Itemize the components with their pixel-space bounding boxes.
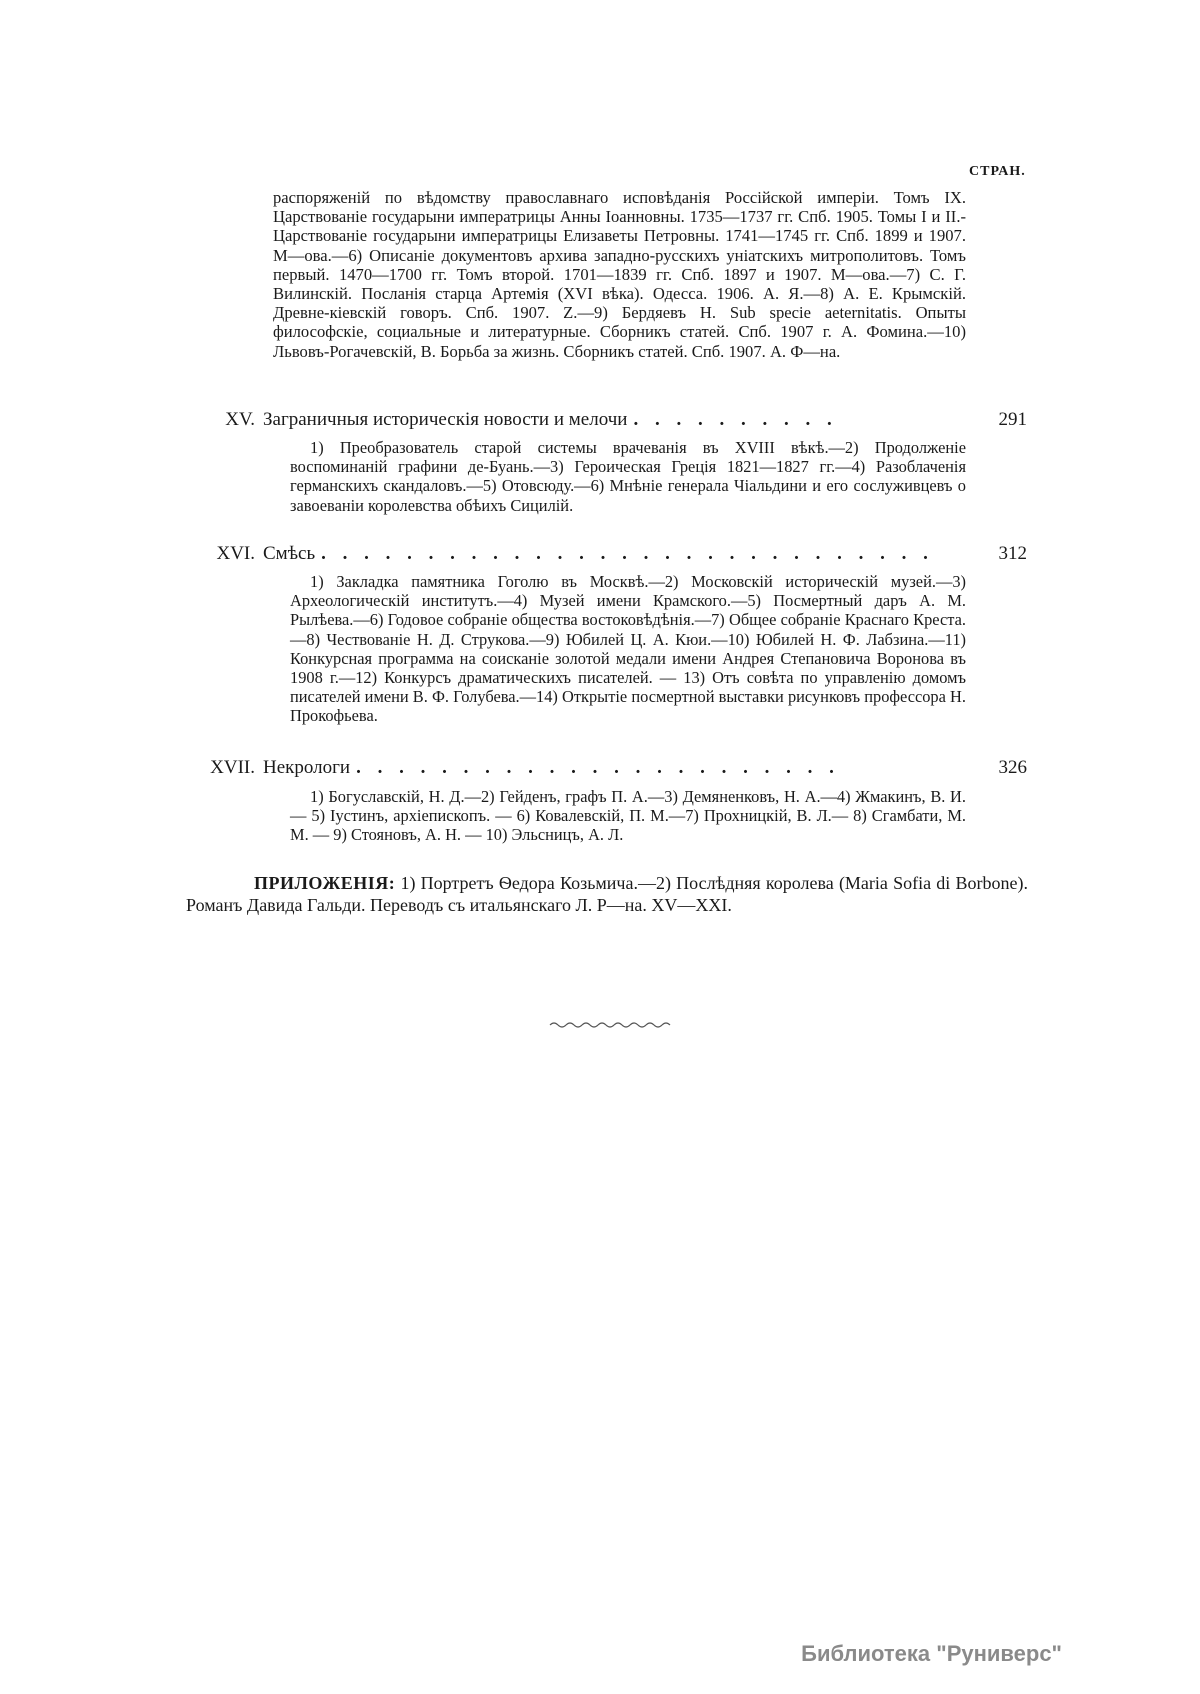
section-body-xv bbox=[290, 438, 966, 515]
leader-dots: . . . . . . . . . . bbox=[633, 409, 838, 430]
section-heading-xv bbox=[215, 409, 1027, 431]
ornament-divider bbox=[548, 1019, 672, 1029]
section-page-number: 291 bbox=[998, 409, 1027, 430]
appendix-paragraph bbox=[186, 872, 1028, 916]
continued-entry-text: распоряженій по вѣдомству православнаго исповѣданія Россійской имперіи. Томъ IX. Царствованіе государыни императрицы Анны Іоанновны. 1735—1737 гг. Спб. 1905. Томы I и II.-Царствованіе государыни императрицы Елизаветы Петровны. 1741—1745 гг. Спб. 1899 и 1907. М—ова.—6) Описаніе документовъ архива западно-русскихъ уніатскихъ митрополитовъ. Томъ первый. 1470—1700 гг. Томъ второй. 1701—1839 гг. Спб. 1897 и 1907. М—ова.—7) С. Г. Вилинскій. Посланія старца Артемія (XVI вѣка). Одесса. 1906. А. Я.—8) А. Е. Крымскій. Древне-кіевскій говоръ. Спб. 1907. Z.—9) Бердяевъ Н. Sub specie aeternitatis. Опыты философскіе, социальные и литературные. Сборникъ статей. Спб. 1907 г. А. Фомина.—10) Львовъ-Рогачевскій, В. Борьба за жизнь. Сборникъ статей. Спб. 1907. А. Ф—на. bbox=[273, 188, 966, 361]
section-body-xvi bbox=[290, 572, 966, 726]
leader-dots: . . . . . . . . . . . . . . . . . . . . . . . bbox=[356, 757, 840, 778]
section-page-number: 312 bbox=[998, 543, 1027, 564]
section-body-xvii bbox=[290, 787, 966, 845]
library-watermark: Библиотека "Руниверс" bbox=[801, 1641, 1062, 1666]
section-number: XVII. bbox=[210, 757, 255, 778]
section-title: Заграничныя историческія новости и мелочи bbox=[263, 409, 628, 430]
section-title: Некрологи bbox=[263, 757, 351, 778]
section-body-text: 1) Закладка памятника Гоголю въ Москвѣ.—2) Московскій историческій музей.—3) Археологическій институтъ.—4) Музей имени Крамского.—5) Посмертный даръ А. М. Рылѣева.—6) Годовое собраніе общества востоковѣдѣнія.—7) Общее собраніе Краснаго Креста.—8) Чествованіе Н. Д. Струкова.—9) Юбилей Ц. А. Кюи.—10) Юбилей Н. Ф. Лабзина.—11) Конкурсная программа на соисканіе золотой медали имени Андрея Степановича Воронова въ 1908 г.—12) Конкурсъ драматическихъ писателей. — 13) Отъ совѣта по управленію домомъ писателей имени В. Ф. Голубева.—14) Открытіе посмертной выставки рисунковъ профессора Н. Прокофьева. bbox=[290, 572, 966, 726]
appendix-lead: ПРИЛОЖЕНІЯ: bbox=[254, 873, 396, 893]
section-heading-xvi bbox=[213, 543, 1027, 565]
section-page-number: 326 bbox=[998, 757, 1027, 778]
section-title: Смѣсь bbox=[263, 543, 316, 564]
section-number: XVI. bbox=[216, 543, 255, 564]
section-number: XV. bbox=[225, 409, 255, 430]
section-heading-xvii bbox=[203, 757, 1027, 779]
page-column-label: СТРАН. bbox=[969, 164, 1026, 179]
section-body-text: 1) Богуславскій, Н. Д.—2) Гейденъ, графъ П. А.—3) Демяненковъ, Н. А.—4) Жмакинъ, В. И. — 5) Іустинъ, архіепископъ. — 6) Ковалевскій, П. М.—7) Прохницкій, В. Л.— 8) Сгамбати, М. М. — 9) Стояновъ, А. Н. — 10) Эльсницъ, А. Л. bbox=[290, 787, 966, 845]
appendix-text: 1) Портретъ Ѳедора Козьмича.—2) Послѣдняя королева (Maria Sofia di Borbone). Романъ Давида Гальди. Переводъ съ итальянскаго Л. Р—на. XV—XXI. bbox=[186, 873, 1028, 915]
leader-dots: . . . . . . . . . . . . . . . . . . . . . . . . . . . . . bbox=[321, 543, 934, 564]
section-body-text: 1) Преобразователь старой системы врачеванія въ XVIII вѣкѣ.—2) Продолженіе воспоминаній графини де-Буань.—3) Героическая Греція 1821—1827 гг.—4) Разоблаченія германскихъ скандаловъ.—5) Отовсюду.—6) Мнѣніе генерала Чіальдини и его сослуживцевъ о завоеваніи королевства обѣихъ Сицилій. bbox=[290, 438, 966, 515]
